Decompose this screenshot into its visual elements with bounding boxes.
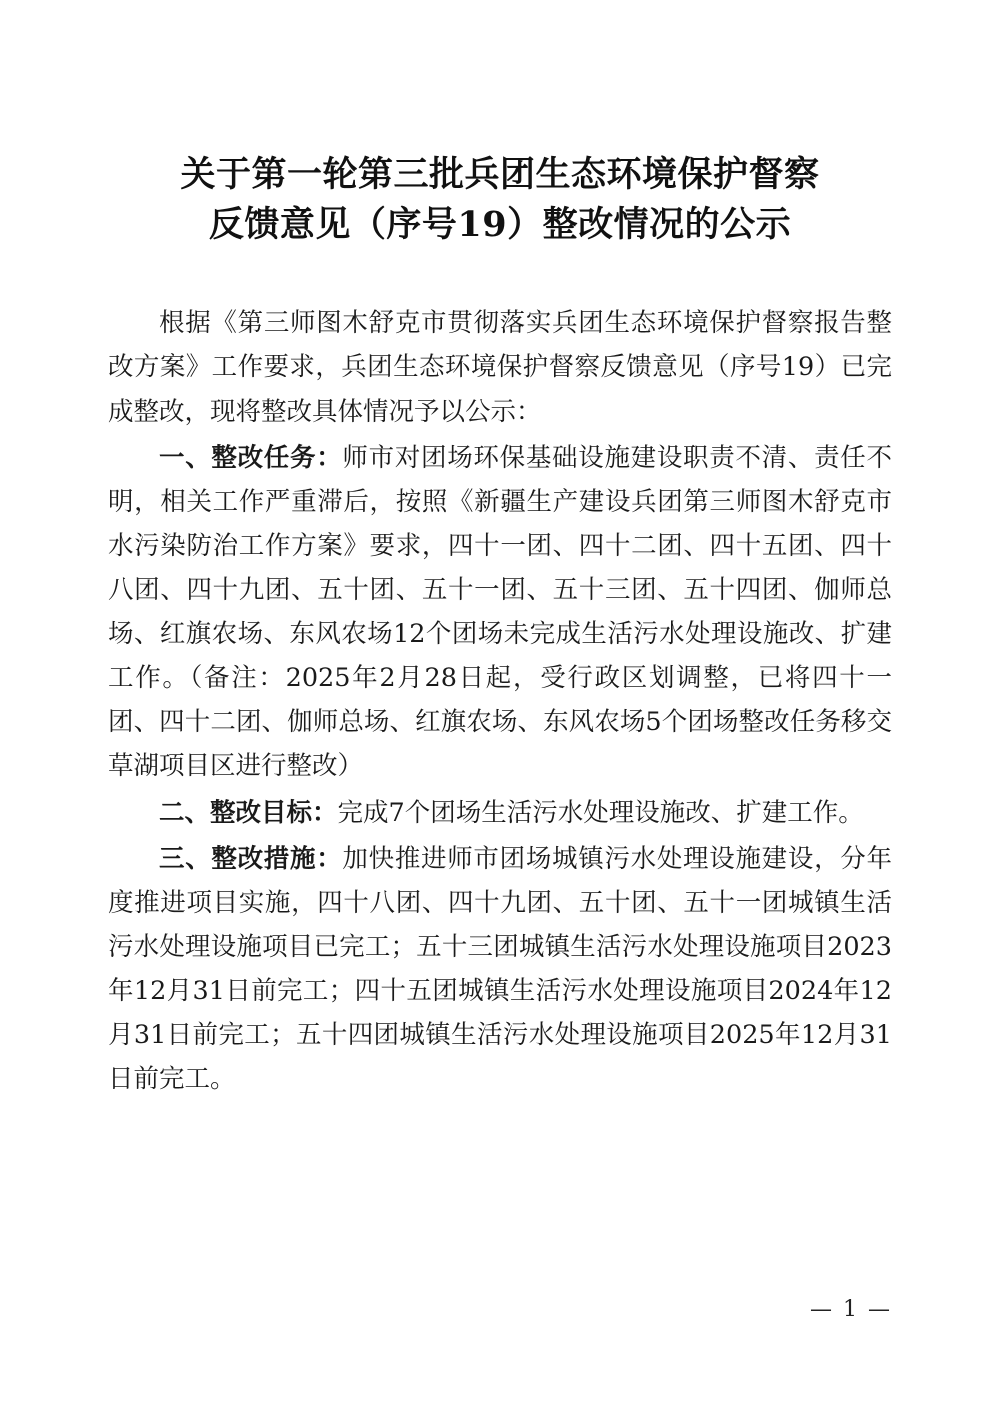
page-title-line-1: 关于第一轮第三批兵团生态环境保护督察 [180, 154, 820, 195]
paragraph-task-lead: 一、整改任务： [159, 442, 343, 473]
paragraph-goal [108, 791, 892, 835]
paragraph-measures [108, 837, 892, 1102]
paragraph-goal-lead: 二、整改目标： [159, 797, 338, 828]
paragraph-task-text: 师市对团场环保基础设施建设职责不清、责任不明，相关工作严重滞后，按照《新疆生产建设兵团第三师图木舒克市水污染防治工作方案》要求，四十一团、四十二团、四十五团、四十八团、四十九团、五十团、五十一团、五十三团、五十四团、伽师总场、红旗农场、东风农场12个团场未完成生活污水处理设施改、扩建工作。（备注：2025年2月28日起，受行政区划调整，已将四十一团、四十二团、伽师总场、红旗农场、东风农场5个团场整改任务移交草湖项目区进行整改） [108, 442, 892, 782]
paragraph-measures-lead: 三、整改措施： [159, 843, 343, 874]
paragraph-goal-text: 完成7个团场生活污水处理设施改、扩建工作。 [337, 797, 864, 828]
paragraph-measures-text: 加快推进师市团场城镇污水处理设施建设，分年度推进项目实施，四十八团、四十九团、五十团、五十一团城镇生活污水处理设施项目已完工；五十三团城镇生活污水处理设施项目2023年12月31日前完工；四十五团城镇生活污水处理设施项目2024年12月31日前完工；五十四团城镇生活污水处理设施项目2025年12月31日前完工。 [108, 843, 892, 1095]
paragraph-intro [108, 301, 892, 433]
paragraph-intro-text: 根据《第三师图木舒克市贯彻落实兵团生态环境保护督察报告整改方案》工作要求，兵团生态环境保护督察反馈意见（序号19）已完成整改，现将整改具体情况予以公示： [108, 308, 892, 427]
page-title-line-2: 反馈意见（序号19）整改情况的公示 [208, 203, 792, 245]
page-number: — 1 — [810, 1297, 892, 1322]
paragraph-task [108, 436, 892, 789]
page-title [108, 150, 892, 249]
